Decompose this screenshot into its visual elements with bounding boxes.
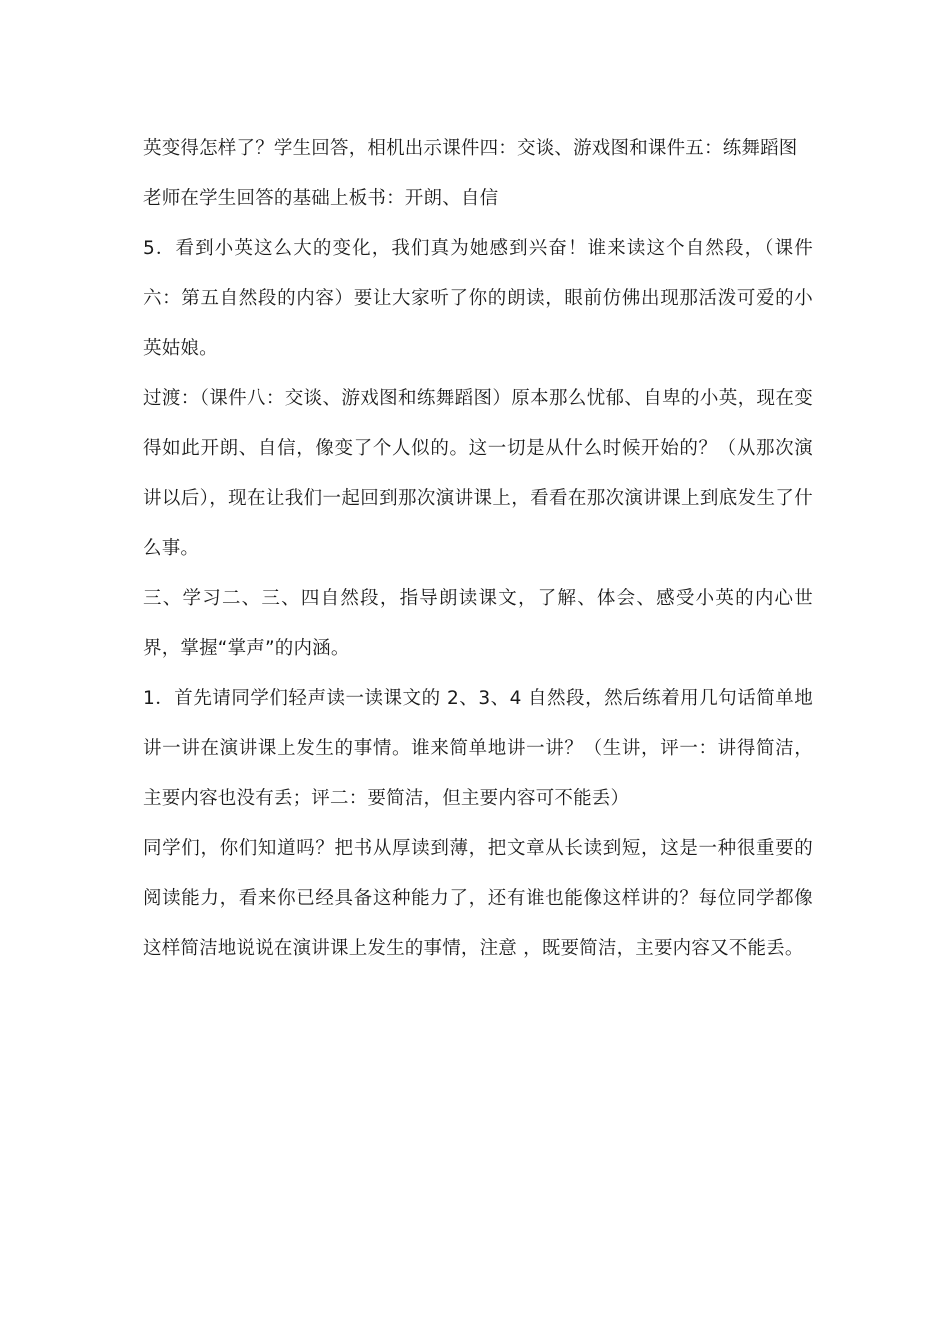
paragraph: 三、学习二、三、四自然段，指导朗读课文，了解、体会、感受小英的内心世界，掌握“掌声”的内涵。: [143, 588, 813, 659]
paragraph: 同学们，你们知道吗？把书从厚读到薄，把文章从长读到短，这是一种很重要的阅读能力，看来你已经具备这种能力了，还有谁也能像这样讲的？每位同学都像这样简洁地说说在演讲课上发生的事情，注意 ，既要简洁，主要内容又不能丢。: [143, 838, 813, 959]
paragraph: 英变得怎样了？学生回答，相机出示课件四：交谈、游戏图和课件五：练舞蹈图: [143, 138, 798, 159]
paragraph: 过渡：（课件八：交谈、游戏图和练舞蹈图）原本那么忧郁、自卑的小英，现在变得如此开朗、自信，像变了个人似的。这一切是从什么时候开始的？（从那次演讲以后），现在让我们一起回到那次演讲课上，看看在那次演讲课上到底发生了什么事。: [143, 388, 813, 559]
paragraph: 5．看到小英这么大的变化，我们真为她感到兴奋！谁来读这个自然段，（课件六：第五自然段的内容）要让大家听了你的朗读，眼前仿佛出现那活泼可爱的小英姑娘。: [143, 238, 813, 359]
paragraph: 1．首先请同学们轻声读一读课文的 2、3、4 自然段，然后练着用几句话简单地讲一讲在演讲课上发生的事情。谁来简单地讲一讲？（生讲，评一：讲得简洁，主要内容也没有丢；评二：要简洁，但主要内容可不能丢）: [143, 688, 813, 809]
document-body: [143, 124, 813, 974]
paragraph: 老师在学生回答的基础上板书：开朗、自信: [143, 188, 499, 209]
